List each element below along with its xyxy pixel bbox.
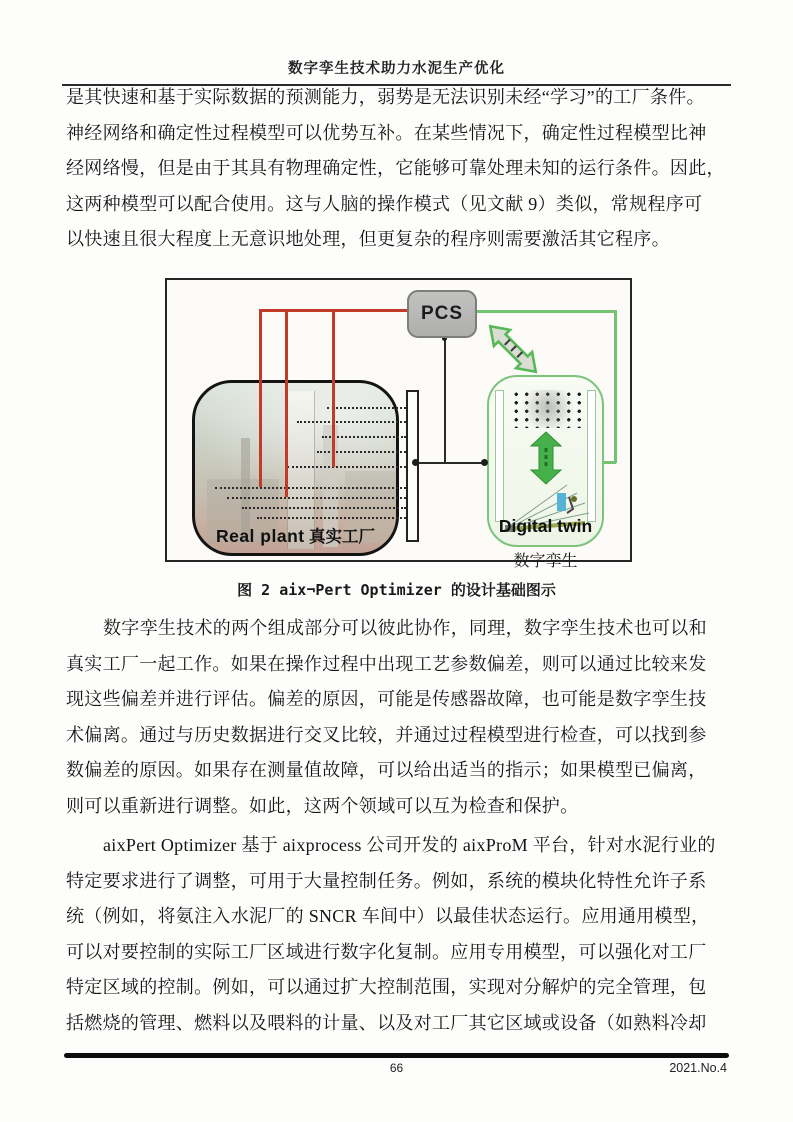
red-signal-line <box>285 309 288 497</box>
body-text-line: 术偏离。通过与历史数据进行交叉比较，并通过过程模型进行检查，可以找到参 <box>66 724 707 745</box>
body-text-line: 真实工厂一起工作。如果在操作过程中出现工艺参数偏差，则可以通过比较来发 <box>66 653 707 674</box>
paragraph-3 <box>66 828 727 1041</box>
body-text-line: 数字孪生技术的两个组成部分可以彼此协作，同理，数字孪生技术也可以和 <box>103 618 707 638</box>
red-signal-line <box>332 309 335 467</box>
pcs-box: PCS <box>407 290 477 338</box>
body-text-line: 现这些偏差并进行评估。偏差的原因，可能是传感器故障，也可能是数字孪生技 <box>66 689 707 709</box>
digital-twin-label-zh: 数字孪生 <box>513 553 578 570</box>
measurement-dotted-line <box>287 466 406 468</box>
real-plant-label <box>195 523 396 547</box>
twin-node-grid <box>511 390 585 428</box>
digital-twin-box <box>487 375 604 547</box>
body-text-line: 特定区域的控制。例如，可以通过扩大控制范围，实现对分解炉的完全管理，包 <box>66 977 707 997</box>
footer-rule <box>64 1053 729 1058</box>
body-text-line: aixPert Optimizer 基于 aixprocess 公司开发的 aixProM 平台，针对水泥行业的 <box>103 835 716 855</box>
issue-number: 2021.No.4 <box>669 1061 727 1075</box>
green-connector-line <box>477 310 617 313</box>
body-text-line: 神经网络和确定性过程模型可以优势互补。在某些情况下，确定性过程模型比神 <box>66 122 707 143</box>
page-number: 66 <box>389 1061 404 1075</box>
connector-dot <box>481 459 488 466</box>
measurement-dotted-line <box>227 497 406 499</box>
real-plant-label-zh: 真实工厂 <box>309 528 376 546</box>
signal-collector-bar <box>406 390 419 542</box>
paragraph-1 <box>66 80 727 258</box>
plant-twin-bus-line <box>415 462 485 464</box>
running-header-title: 数字孪生技术助力水泥生产优化 <box>288 61 505 77</box>
body-text-line: 数偏差的原因。如果存在测量值故障，可以给出适当的指示；如果模型已偏离， <box>66 760 707 780</box>
measurement-dotted-line <box>257 517 406 519</box>
data-exchange-double-arrow-icon <box>482 318 544 380</box>
measurement-dotted-line <box>317 451 406 453</box>
body-text-line: 这两种模型可以配合使用。这与人脑的操作模式（见文献 9）类似，常规程序可 <box>66 193 703 214</box>
connector-dot <box>412 459 419 466</box>
body-text-line: 括燃烧的管理、燃料以及喂料的计量、以及对工厂其它区域或设备（如熟料冷却 <box>66 1012 707 1033</box>
red-signal-line <box>259 309 262 487</box>
body-text-line: 可以对要控制的实际工厂区域进行数字化复制。应用专用模型，可以强化对工厂 <box>66 941 707 962</box>
body-text-line: 特定要求进行了调整，可用于大量控制任务。例如，系统的模块化特性允许子系 <box>66 870 707 891</box>
body-text-line: 以快速且很大程度上无意识地处理，但更复杂的程序则需要激活其它程序。 <box>66 229 670 249</box>
measurement-dotted-line <box>215 487 406 489</box>
digital-twin-label-en: Digital twin <box>498 516 593 536</box>
measurement-dotted-line <box>242 507 406 509</box>
body-text-line: 统（例如，将氨注入水泥厂的 SNCR 车间中）以最佳状态运行。应用通用模型， <box>66 906 710 926</box>
real-plant-label-en: Real plant <box>215 526 305 546</box>
measurement-dotted-line <box>297 421 406 423</box>
pcs-output-line <box>444 338 446 463</box>
measurement-dotted-line <box>327 407 406 409</box>
green-connector-line <box>614 310 617 463</box>
body-text-line: 经网络慢，但是由于其具有物理确定性，它能够可靠处理未知的运行条件。因此， <box>66 158 725 178</box>
figure-2-diagram <box>165 278 632 570</box>
body-text-line: 则可以重新进行调整。如此，这两个领域可以互为检查和保护。 <box>66 795 579 816</box>
up-down-arrow-icon <box>530 430 562 486</box>
paragraph-2 <box>66 611 727 824</box>
figure-caption: 图 2 aix¬Pert Optimizer 的设计基础图示 <box>237 581 556 599</box>
body-text-line: 是其快速和基于实际数据的预测能力，弱势是无法识别未经“学习”的工厂条件。 <box>66 87 705 107</box>
